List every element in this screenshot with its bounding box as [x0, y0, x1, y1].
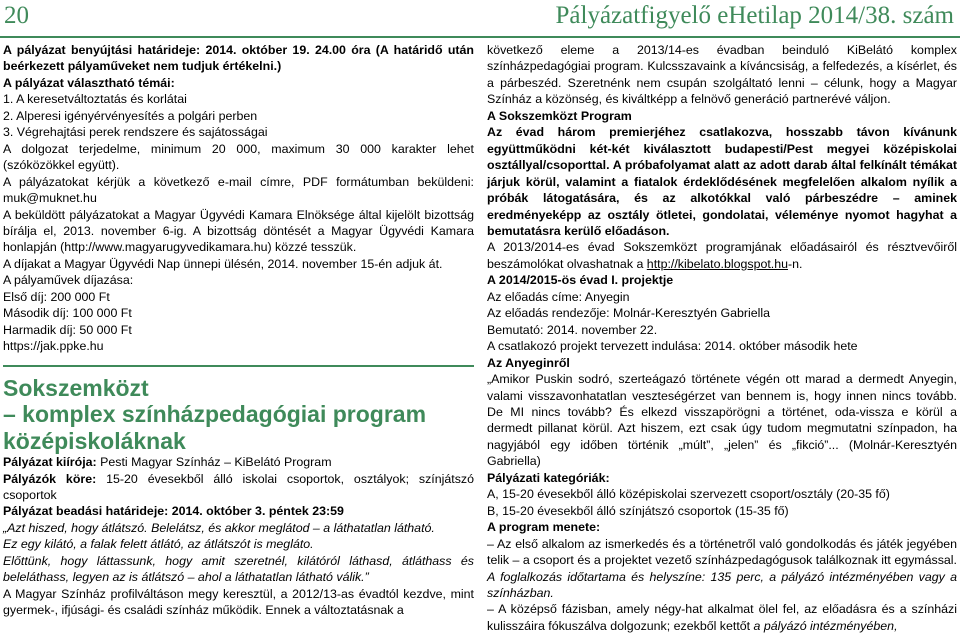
about-text: „Amikor Puskin sodró, szerteágazó története végén ott marad a dermedt Anyegin, valami visszavonhatatlan veszteségérzet van bennem is, hogy innen nincs tovább. De MI nincs tovább? És elkezd visszapörögni a történet, oda-vissza e körül a dermedt pillanat körül. Azt hiszem, ezt csak úgy tudom megmutatni színpadon, ha nagyjából egy időben történik „múlt”, „jelen” és „fikció”... (Molnár-Keresztyén Gabriella)	[487, 372, 957, 469]
section-divider	[3, 365, 474, 367]
reports-text: A 2013/2014-es évad Sokszemközt programjának előadásairól és résztvevőiről beszámolókat olvashatnak a	[487, 240, 957, 271]
quote-line: Ez egy kilátó, a falak felett átlátó, az átlátszót is megláto.	[3, 537, 314, 552]
theater-intro: A Magyar Színház profilváltáson megy keresztül, a 2012/13-as évadtól kezdve, mint gyermek-, ifjúsági- és családi színház működik. Ennek a változtatásnak a	[3, 586, 474, 618]
jak-link[interactable]: https://jak.ppke.hu	[3, 339, 104, 354]
topic-item: 1. A keresetváltoztatás és korlátai	[3, 92, 187, 107]
prize-item: Harmadik díj: 50 000 Ft	[3, 322, 132, 337]
program-description: Az évad három premierjéhez csatlakozva, hosszabb távon kívánunk együttműködni két-két kiválasztott budapesti/Pest megyei középiskolai osztállyal/csoporttal. A próbafolyamat alatt az adott darab által felkínált témákat járjuk körül, valamint a fiatalok érdeklődésének megfelelően alkalom nyílik a próbák látogatására, és az alkotókkal való párbeszédre – aminek eredményeképp az osztály ötletei, gondolatai, véleménye nyomot hagyhat a bemutatásra kerülő előadáson.	[487, 125, 957, 238]
prize-item: Második díj: 100 000 Ft	[3, 306, 132, 321]
schedule-heading: A program menete:	[487, 520, 601, 535]
page-header	[0, 0, 960, 38]
left-column	[3, 42, 474, 619]
schedule-step-2	[487, 601, 957, 634]
project-heading: A 2014/2015-ös évad I. projektje	[487, 273, 674, 288]
play-title: Az előadás címe: Anyegin	[487, 289, 630, 304]
schedule-step-2-details: a pályázó intézményében,	[753, 618, 898, 633]
eligible-line	[3, 471, 474, 504]
publication-title: Pályázatfigyelő eHetilap 2014/38. szám	[555, 2, 954, 29]
premiere-date: Bemutató: 2014. november 22.	[487, 322, 658, 337]
quote-line: Előttünk, hogy láttassunk, hogy amit szeretnél, kilátóról láthasd, átláthass és beleláthass, legyen az is átlátszó – ahol a láthatatlan látható válik.”	[3, 553, 474, 585]
topic-item: 2. Alperesi igényérvényesítés a polgári perben	[3, 108, 258, 123]
schedule-step-1	[487, 536, 957, 602]
right-column	[487, 42, 957, 634]
schedule-step-1-details: A foglalkozás időtartama és helyszíne: 135 perc, a pályázó intézményében vagy a színházban.	[487, 569, 957, 600]
eligible-value: 15-20 évesekből álló iskolai csoportok, osztályok; színjátszó csoportok	[3, 471, 474, 503]
quote-line: „Azt hiszed, hogy átlátszó. Belelátsz, és akkor meglátod – a láthatatlan látható.	[3, 520, 435, 535]
category-item: A, 15-20 évesekből álló középiskolai szervezett csoport/osztály (20-35 fő)	[487, 487, 890, 502]
issuer-value: Pesti Magyar Színház – KiBelátó Program	[96, 455, 332, 470]
issuer-label: Pályázat kiírója:	[3, 455, 97, 470]
topic-item: 3. Végrehajtási perek rendszere és sajátosságai	[3, 125, 268, 140]
page-number: 20	[4, 2, 29, 29]
blog-link[interactable]: http://kibelato.blogspot.hu	[646, 256, 789, 271]
article-title-line-1: Sokszemközt	[3, 374, 149, 401]
project-start: A csatlakozó projekt tervezett indulása: 2014. október második hete	[487, 339, 858, 354]
program-intro: következő eleme a 2013/14-es évadban beinduló KiBelátó komplex színházpedagógiai program. Kulcsszavaink a kíváncsiság, a felfedezés, a kísérlet, és a párbeszéd. Szeretnénk nem csupán szolgáltató lenni – célunk, hogy a Magyar Színház a közönség, és kiváltképp a felnövő generáció partnerévé váljon.	[487, 43, 957, 107]
reports-paragraph	[487, 239, 957, 272]
length-requirement: A dolgozat terjedelme, minimum 20 000, maximum 30 000 karakter lehet (szóközökkel együtt).	[3, 141, 474, 173]
email-instruction: A pályázatokat kérjük a következő e-mail címre, PDF formátumban beküldeni: muk@muknet.hu	[3, 174, 474, 206]
play-director: Az előadás rendezője: Molnár-Keresztyén Gabriella	[487, 306, 771, 321]
about-heading: Az Anyeginről	[487, 355, 570, 370]
submission-deadline: A pályázat benyújtási határideje: 2014. október 19. 24.00 óra (A határidő után beérkezett pályaműveket nem tudjuk értékelni.)	[3, 43, 474, 74]
prize-item: Első díj: 200 000 Ft	[3, 289, 110, 304]
award-paragraph: A díjakat a Magyar Ügyvédi Nap ünnepi ülésén, 2014. november 15-én adjuk át.	[3, 256, 443, 271]
prizes-heading: A pályaművek díjazása:	[3, 273, 134, 288]
article-title-line-3: középiskoláknak	[3, 427, 186, 454]
issuer-line	[3, 454, 474, 470]
schedule-step-1-text: – Az első alkalom az ismerkedés és a történetről való gondolkodás és játék jegyében telik – a csoport és a projektet vezető színházpedagógusok találkoznak itt egymással.	[487, 536, 957, 568]
topics-heading: A pályázat választható témái:	[3, 75, 175, 90]
program-heading: A Sokszemközt Program	[487, 108, 632, 123]
categories-heading: Pályázati kategóriák:	[487, 470, 610, 485]
jury-paragraph: A beküldött pályázatokat a Magyar Ügyvédi Kamara Elnöksége által kijelölt bizottság bírálja el, 2013. november 6-ig. A bizottság döntését a Magyar Ügyvédi Kamara honlapján (http://www.magyarugyvedikamara.hu) közzé tesszük.	[3, 207, 474, 255]
entry-deadline: Pályázat beadási határideje: 2014. október 3. péntek 23:59	[3, 504, 344, 519]
category-item: B, 15-20 évesekből álló színjátszó csoportok (15-35 fő)	[487, 503, 789, 518]
article-title-line-2: – komplex színházpedagógiai program	[3, 401, 427, 428]
schedule-step-2-text: – A középső fázisban, amely négy-hat alkalmat ölel fel, az előadásra és a színházi kulisszáira fókuszálva dolgozunk; ezekből kettőt	[487, 602, 957, 633]
eligible-label: Pályázók köre:	[3, 471, 97, 486]
reports-suffix: -n.	[788, 256, 803, 271]
